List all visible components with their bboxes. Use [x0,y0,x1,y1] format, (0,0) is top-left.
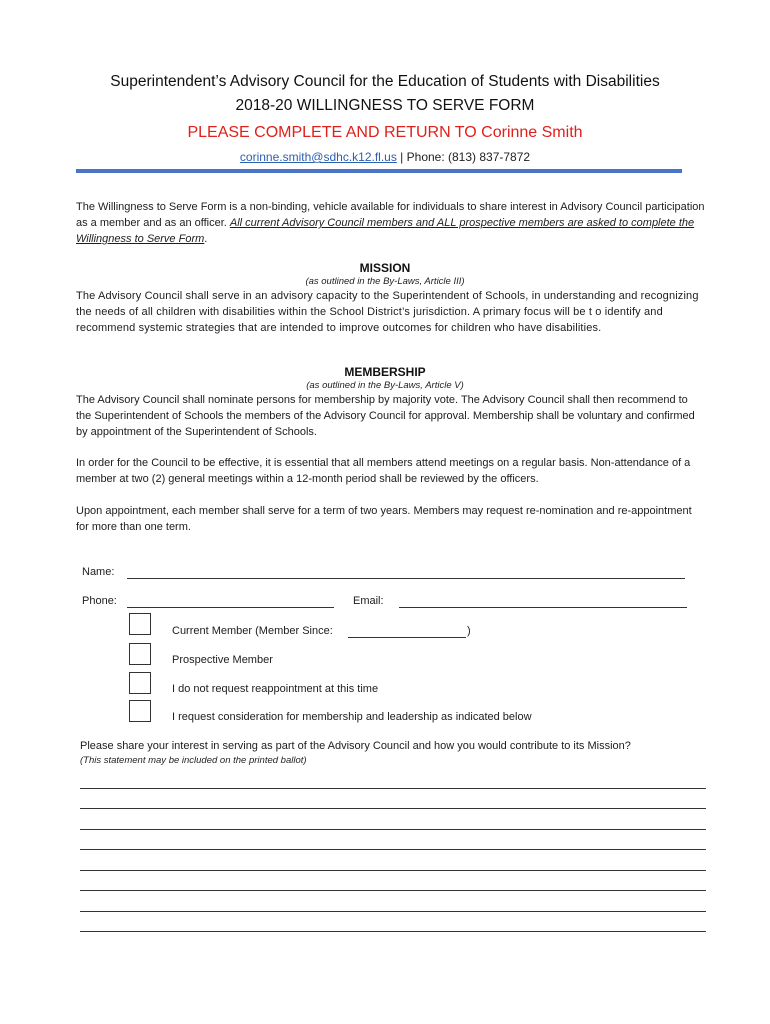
answer-line[interactable] [80,870,706,871]
leadership-checkbox[interactable] [129,700,151,722]
name-field[interactable] [127,578,685,579]
form-title: Superintendent’s Advisory Council for the Education of Students with Disabilities [110,73,660,90]
email-link[interactable]: corinne.smith@sdhc.k12.fl.us [239,150,397,164]
answer-line[interactable] [80,849,706,850]
contact-phone: Phone: (813) 837-7872 [406,150,531,164]
contact-separator: | [396,150,407,164]
current-member-label: Current Member (Member Since: [172,625,333,637]
current-member-option [172,625,333,637]
answer-line[interactable] [80,829,706,830]
mission-text: The Advisory Council shall serve in an advisory capacity to the Superintendent of Schools, in understanding and recognizing the needs of all children with disabilities within the School District’s jurisdiction. A primary focus will be t o identify and recommend systemic strategies that are intended to improve outcomes for children who have disabilities. [76,290,699,334]
leadership-label: I request consideration for membership and leadership as indicated below [172,711,532,723]
header-divider [76,169,682,173]
contact-line [0,150,770,164]
intro-emphasis: All current Advisory Council members and ALL prospective members are asked to complete the Willingness to Serve Form [76,217,695,245]
answer-line[interactable] [80,911,706,912]
membership-paragraph-1: The Advisory Council shall nominate persons for membership by majority vote. The Advisory Council shall then recommend to the Superintendent of Schools the members of the Advisory Council for approval. Membership shall be voluntary and confirmed by appointment of the Superintendent of Schools. [76,394,695,438]
answer-line[interactable] [80,890,706,891]
answer-line[interactable] [80,931,706,932]
name-label: Name: [82,566,115,578]
phone-field[interactable] [127,607,334,608]
mission-heading: MISSION [359,261,411,275]
return-instruction: PLEASE COMPLETE AND RETURN TO Corinne Smith [187,124,583,141]
no-reappointment-label: I do not request reappointment at this time [172,683,379,695]
mission-subheading: (as outlined in the By-Laws, Article III) [305,276,465,287]
prospective-member-checkbox[interactable] [129,643,151,665]
email-field[interactable] [399,607,687,608]
answer-line[interactable] [80,808,706,809]
interest-question: Please share your interest in serving as part of the Advisory Council and how you would contribute to its Mission? [80,740,631,752]
membership-subheading: (as outlined in the By-Laws, Article V) [306,380,464,391]
intro-paragraph [76,199,706,247]
membership-paragraph-3: Upon appointment, each member shall serve for a term of two years. Members may request re-nomination and re-appointment for more than one term. [76,505,692,533]
intro-text: The Willingness to Serve Form is a non-binding, vehicle available for individuals to share interest in Advisory Council participation as a member and as an officer. [76,201,705,229]
member-since-field[interactable] [348,637,466,638]
answer-line[interactable] [80,788,706,789]
form-subtitle: 2018-20 WILLINGNESS TO SERVE FORM [235,97,535,114]
membership-paragraph-2: In order for the Council to be effective, it is essential that all members attend meetings on a regular basis. Non-attendance of a member at two (2) general meetings within a 12-month period shall be reviewed by the officers. [76,457,691,485]
member-since-close: ) [467,625,471,637]
current-member-checkbox[interactable] [129,613,151,635]
prospective-member-label: Prospective Member [172,654,273,666]
ballot-note: (This statement may be included on the printed ballot) [80,755,307,766]
no-reappointment-checkbox[interactable] [129,672,151,694]
email-label: Email: [353,595,384,607]
phone-label: Phone: [82,595,117,607]
intro-end: . [204,233,208,245]
membership-heading: MEMBERSHIP [344,365,426,379]
